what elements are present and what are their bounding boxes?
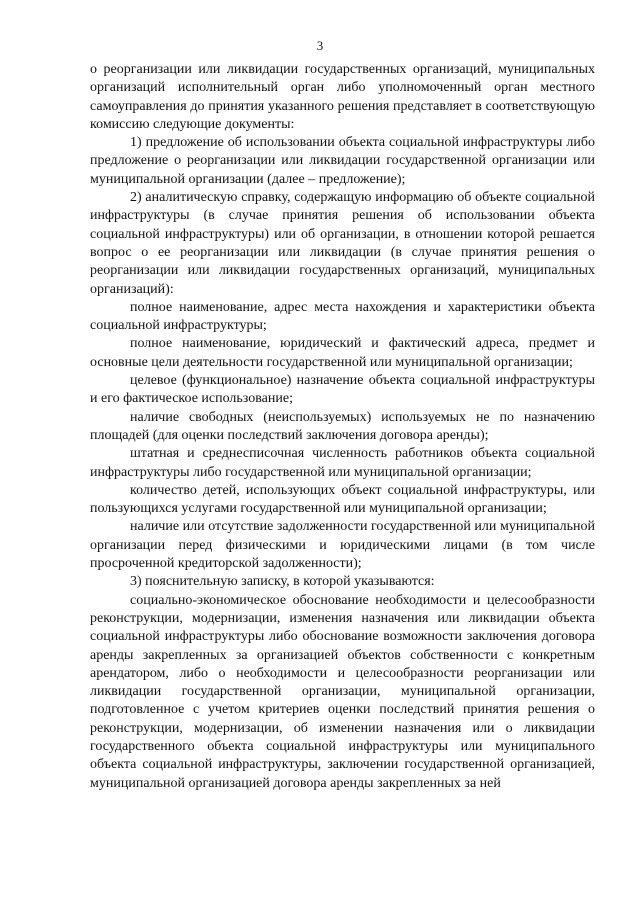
paragraph-intro: о реорганизации или ликвидации государственных организаций, муниципальных организаций исполнительный орган либо уполномоченный орган местного самоуправления до принятия указанного решения представляет в соответствующую комиссию следующие документы: [90,62,595,132]
paragraph-justification: социально-экономическое обоснование необходимости и целесообразности реконструкции, модернизации, изменения назначения или ликвидации объекта социальной инфраструктуры либо обоснование возможности заключения договора аренды закрепленных за организацией объектов собственности с конкретным арендатором, либо о необходимости и целесообразности реорганизации или ликвидации государственной организации, муниципальной организации, подготовленное с учетом критериев оценки последствий принятия решения о реконструкции, модернизации, об изменении назначения или о ликвидации государственного объекта социальной инфраструктуры или муниципального объекта социальной инфраструктуры, заключении государственной организацией, муниципальной организацией договора аренды закрепленных за ней [90,592,595,791]
paragraph-staff: штатная и среднесписочная численность работников объекта социальной инфраструктуры либо государственной или муниципальной организации; [90,446,595,480]
paragraph-purpose: целевое (функциональное) назначение объекта социальной инфраструктуры и его фактическое использование; [90,373,595,407]
paragraph-organization-name: полное наименование, юридический и фактический адреса, предмет и основные цели деятельности государственной или муниципальной организации; [90,336,595,370]
page-number: 3 [316,38,324,53]
paragraph-item-1: 1) предложение об использовании объекта социальной инфраструктуры либо предложение о реорганизации или ликвидации государственной организации или муниципальной организации (далее – предложение); [90,135,595,187]
paragraph-debt: наличие или отсутствие задолженности государственной или муниципальной организации перед физическими и юридическими лицами (в том числе просроченной кредиторской задолженности); [90,519,595,572]
paragraph-item-2: 2) аналитическую справку, содержащую информацию об объекте социальной инфраструктуры (в случае принятия решения об использовании объекта социальной инфраструктуры) или об организации, в отношении которой решается вопрос о ее реорганизации или ликвидации (в случае принятия решения о реорганизации или ликвидации государственных организаций, муниципальных организаций): [90,190,595,297]
paragraph-object-name: полное наименование, адрес места нахождения и характеристики объекта социальной инфраструктуры; [90,299,595,334]
paragraph-item-3: 3) пояснительную записку, в которой указываются: [130,574,435,590]
paragraph-children: количество детей, использующих объект социальной инфраструктуры, или пользующихся услугами государственной или муниципальной организации; [90,482,595,517]
paragraph-free-premises: наличие свободных (неиспользуемых) используемых не по назначению площадей (для оценки последствий заключения договора аренды); [90,409,595,443]
document-body [90,61,595,793]
